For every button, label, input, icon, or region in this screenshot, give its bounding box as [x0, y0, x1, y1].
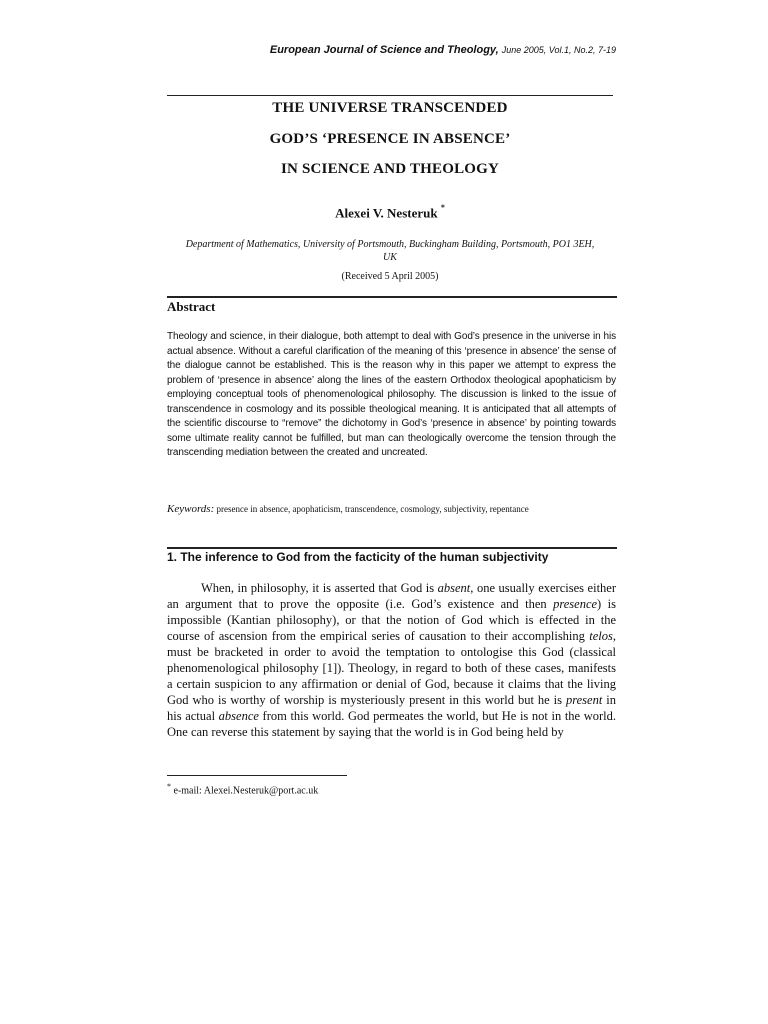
journal-meta: June 2005, Vol.1, No.2, 7-19 — [501, 45, 616, 55]
footnote-mark: * — [167, 782, 171, 791]
section-heading: 1. The inference to God from the facticity of the human subjectivity — [167, 550, 549, 564]
title-line-1: THE UNIVERSE TRANSCENDED — [272, 100, 508, 116]
body-italic-run: presence — [553, 597, 598, 611]
title-line-2: GOD’S ‘PRESENCE IN ABSENCE’ — [269, 131, 511, 147]
keywords-label: Keywords: — [167, 503, 215, 515]
footnote — [167, 782, 318, 796]
body-italic-run: absent — [437, 581, 471, 595]
section-rule — [167, 547, 617, 549]
abstract-rule — [167, 296, 617, 298]
title-rule — [167, 95, 613, 96]
section-body — [167, 580, 616, 740]
abstract-heading: Abstract — [167, 299, 216, 314]
author — [167, 205, 613, 221]
body-text-run: , one usually exercises either an argument that to prove the opposite (i.e. God’s existence and then — [167, 581, 617, 611]
keywords-list: presence in absence, apophaticism, transcendence, cosmology, subjectivity, repentance — [216, 504, 529, 514]
body-text-run: ) is impossible (Kantian philosophy), or that the notion of God which is effected in the course of ascension from the empirical series of causation to their accomplishing — [167, 597, 616, 643]
affiliation: Department of Mathematics, University of Portsmouth, Buckingham Building, Portsmouth, PO1 3EH, UK — [185, 239, 595, 263]
body-text-run: from this world. God permeates the world, but He is not in the world. One can reverse this statement by saying that the world is in God being held by — [167, 709, 616, 739]
body-text-run: , must be bracketed in order to avoid the temptation to ontologise this God (classical phenomenological philosophy [1]). Theology, in regard to both of these cases, manifests a certain suspicion to any affirmation or denial of God, because it claims that the living God who is worthy of worship is mysteriously present in this world but he is — [167, 629, 616, 707]
abstract-text: Theology and science, in their dialogue, both attempt to deal with God’s presence in the universe in his actual absence. Without a careful clarification of the meaning of this ‘presence in absence’ the sense of the dialogue cannot be established. This is the reason why in this paper we attempt to express the problem of ‘presence in absence’ along the lines of the eastern Orthodox theological apophaticism by employing conceptual tools of phenomenological philosophy. The discussion is linked to the issue of transcendence in cosmology and its possible theological meaning. It is anticipated that all attempts of the scientific discourse to “remove” the dichotomy in God’s ‘presence in absence’ by pointing towards some ultimate reality cannot be fulfilled, but man can theologically overcome the tension through the transcending mediation between the created and uncreated. — [167, 331, 616, 458]
body-paragraph — [167, 580, 616, 740]
body-text-run: When, in philosophy, it is asserted that God is — [201, 581, 438, 595]
body-italic-run: telos — [589, 629, 613, 643]
body-italic-run: absence — [218, 709, 259, 723]
body-text-run: in his actual — [167, 693, 616, 723]
author-footnote-mark[interactable]: * — [440, 203, 445, 212]
footnote-text[interactable]: e-mail: Alexei.Nesteruk@port.ac.uk — [171, 785, 319, 797]
received-date: (Received 5 April 2005) — [341, 271, 439, 282]
body-italic-run: present — [565, 693, 603, 707]
journal-header — [160, 44, 616, 56]
keywords — [167, 503, 616, 516]
journal-name: European Journal of Science and Theology, — [269, 44, 499, 56]
author-name: Alexei V. Nesteruk — [335, 205, 438, 221]
footnote-rule — [167, 775, 347, 776]
title-line-3: IN SCIENCE AND THEOLOGY — [280, 161, 500, 177]
